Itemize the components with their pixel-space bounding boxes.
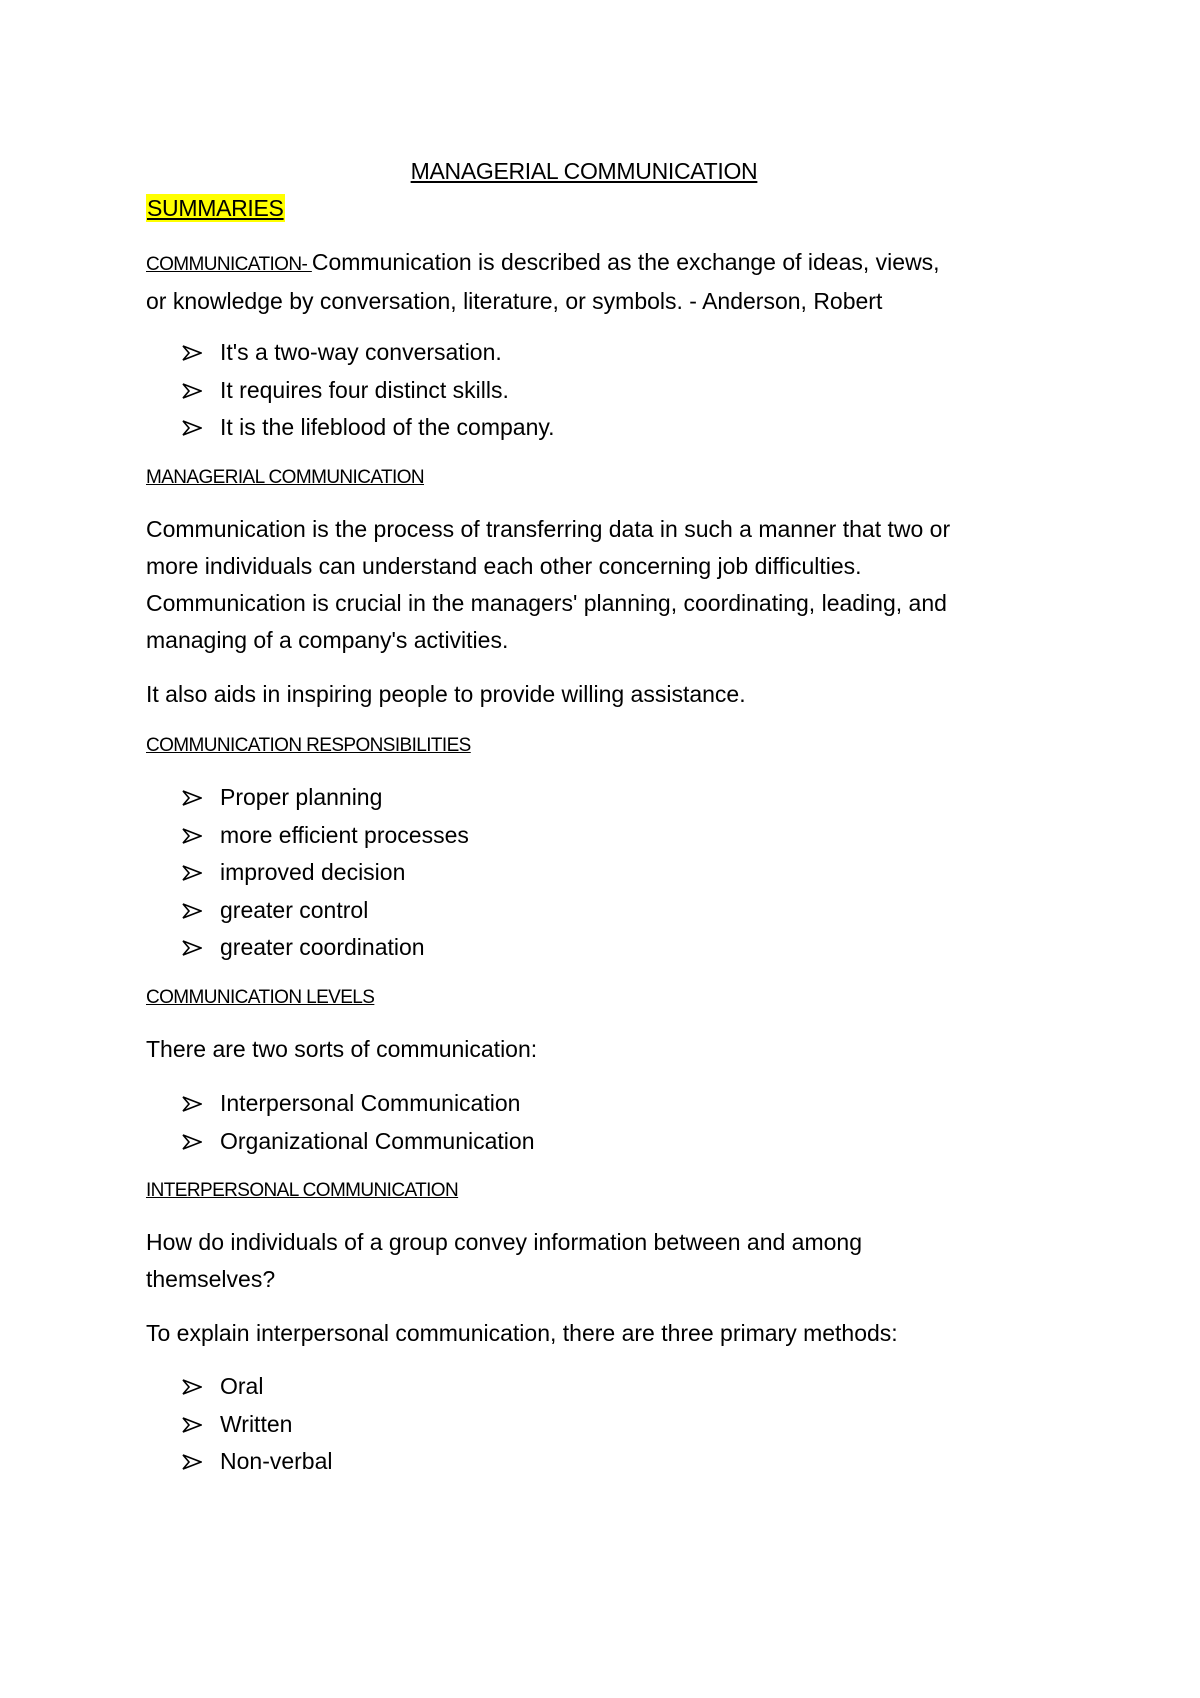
arrowhead-shape: [182, 865, 202, 881]
arrowhead-shape: [182, 828, 202, 844]
list-item: [182, 929, 469, 967]
paragraph-line: managing of a company's activities.: [146, 627, 509, 653]
list-item-text: Proper planning: [220, 784, 383, 810]
paragraph-line: themselves?: [146, 1266, 276, 1292]
arrowhead-shape: [182, 903, 202, 919]
list-item: [182, 409, 555, 447]
communication-responsibilities-heading: COMMUNICATION RESPONSIBILITIES: [146, 735, 471, 756]
list-item-text: It is the lifeblood of the company.: [220, 414, 555, 440]
list-item: [182, 1406, 333, 1444]
communication-levels-intro: There are two sorts of communication:: [146, 1036, 538, 1062]
list-item-text: Written: [220, 1410, 293, 1437]
communication-levels-heading: COMMUNICATION LEVELS: [146, 987, 375, 1008]
list-item: [182, 779, 469, 817]
interpersonal-methods-intro: To explain interpersonal communication, there are three primary methods:: [146, 1320, 898, 1346]
list-item: [182, 817, 469, 855]
communication-definition: [146, 244, 1086, 320]
arrowhead-shape: [182, 790, 202, 806]
arrowhead-shape: [182, 1454, 202, 1470]
arrowhead-shape: [182, 383, 202, 399]
list-item: [182, 334, 555, 372]
interpersonal-methods-list: [182, 1368, 333, 1481]
arrowhead-shape: [182, 420, 202, 436]
paragraph-line: Communication is the process of transferring data in such a manner that two or: [146, 516, 951, 542]
interpersonal-question: [146, 1224, 1086, 1298]
list-item: [182, 372, 555, 410]
interpersonal-communication-heading: INTERPERSONAL COMMUNICATION: [146, 1180, 459, 1201]
list-item: [182, 1368, 333, 1406]
list-item: [182, 1443, 333, 1481]
communication-points-list: [182, 334, 555, 447]
arrowhead-shape: [182, 1417, 202, 1433]
managerial-communication-heading: MANAGERIAL COMMUNICATION: [146, 467, 425, 488]
arrowhead-shape: [182, 1379, 202, 1395]
responsibilities-list: [182, 779, 469, 967]
list-item-text: improved decision: [220, 859, 406, 885]
managerial-communication-paragraph: [146, 511, 1086, 659]
list-item-text: It's a two-way conversation.: [220, 339, 502, 365]
list-item-text: greater coordination: [220, 934, 425, 960]
list-item-text: Oral: [220, 1373, 264, 1399]
list-item: [182, 1085, 535, 1123]
paragraph-line: How do individuals of a group convey information between and among: [146, 1229, 862, 1255]
definition-line-1: [146, 244, 1086, 283]
definition-text-2: or knowledge by conversation, literature, or symbols. - Anderson, Robert: [146, 288, 883, 314]
list-item-text: Interpersonal Communication: [220, 1090, 521, 1116]
definition-text-1: Communication is described as the exchange of ideas, views,: [311, 249, 940, 275]
arrowhead-shape: [182, 940, 202, 956]
list-item-text: Organizational Communication: [220, 1127, 535, 1154]
document-title: MANAGERIAL COMMUNICATION: [410, 158, 758, 184]
list-item-text: more efficient processes: [220, 821, 469, 848]
arrowhead-shape: [182, 345, 202, 361]
arrowhead-shape: [182, 1096, 202, 1112]
list-item-text: Non-verbal: [220, 1448, 333, 1474]
list-item: [182, 892, 469, 930]
arrowhead-shape: [182, 1134, 202, 1150]
communication-label: COMMUNICATION-: [146, 254, 312, 275]
list-item: [182, 1123, 535, 1161]
communication-levels-list: [182, 1085, 535, 1160]
list-item: [182, 854, 469, 892]
managerial-communication-paragraph-2: It also aids in inspiring people to provide willing assistance.: [146, 681, 746, 707]
paragraph-line: Communication is crucial in the managers' planning, coordinating, leading, and: [146, 590, 947, 616]
summaries-highlight-label: SUMMARIES: [147, 195, 284, 221]
paragraph-line: more individuals can understand each other concerning job difficulties.: [146, 553, 862, 579]
list-item-text: greater control: [220, 896, 369, 923]
list-item-text: It requires four distinct skills.: [220, 376, 509, 403]
